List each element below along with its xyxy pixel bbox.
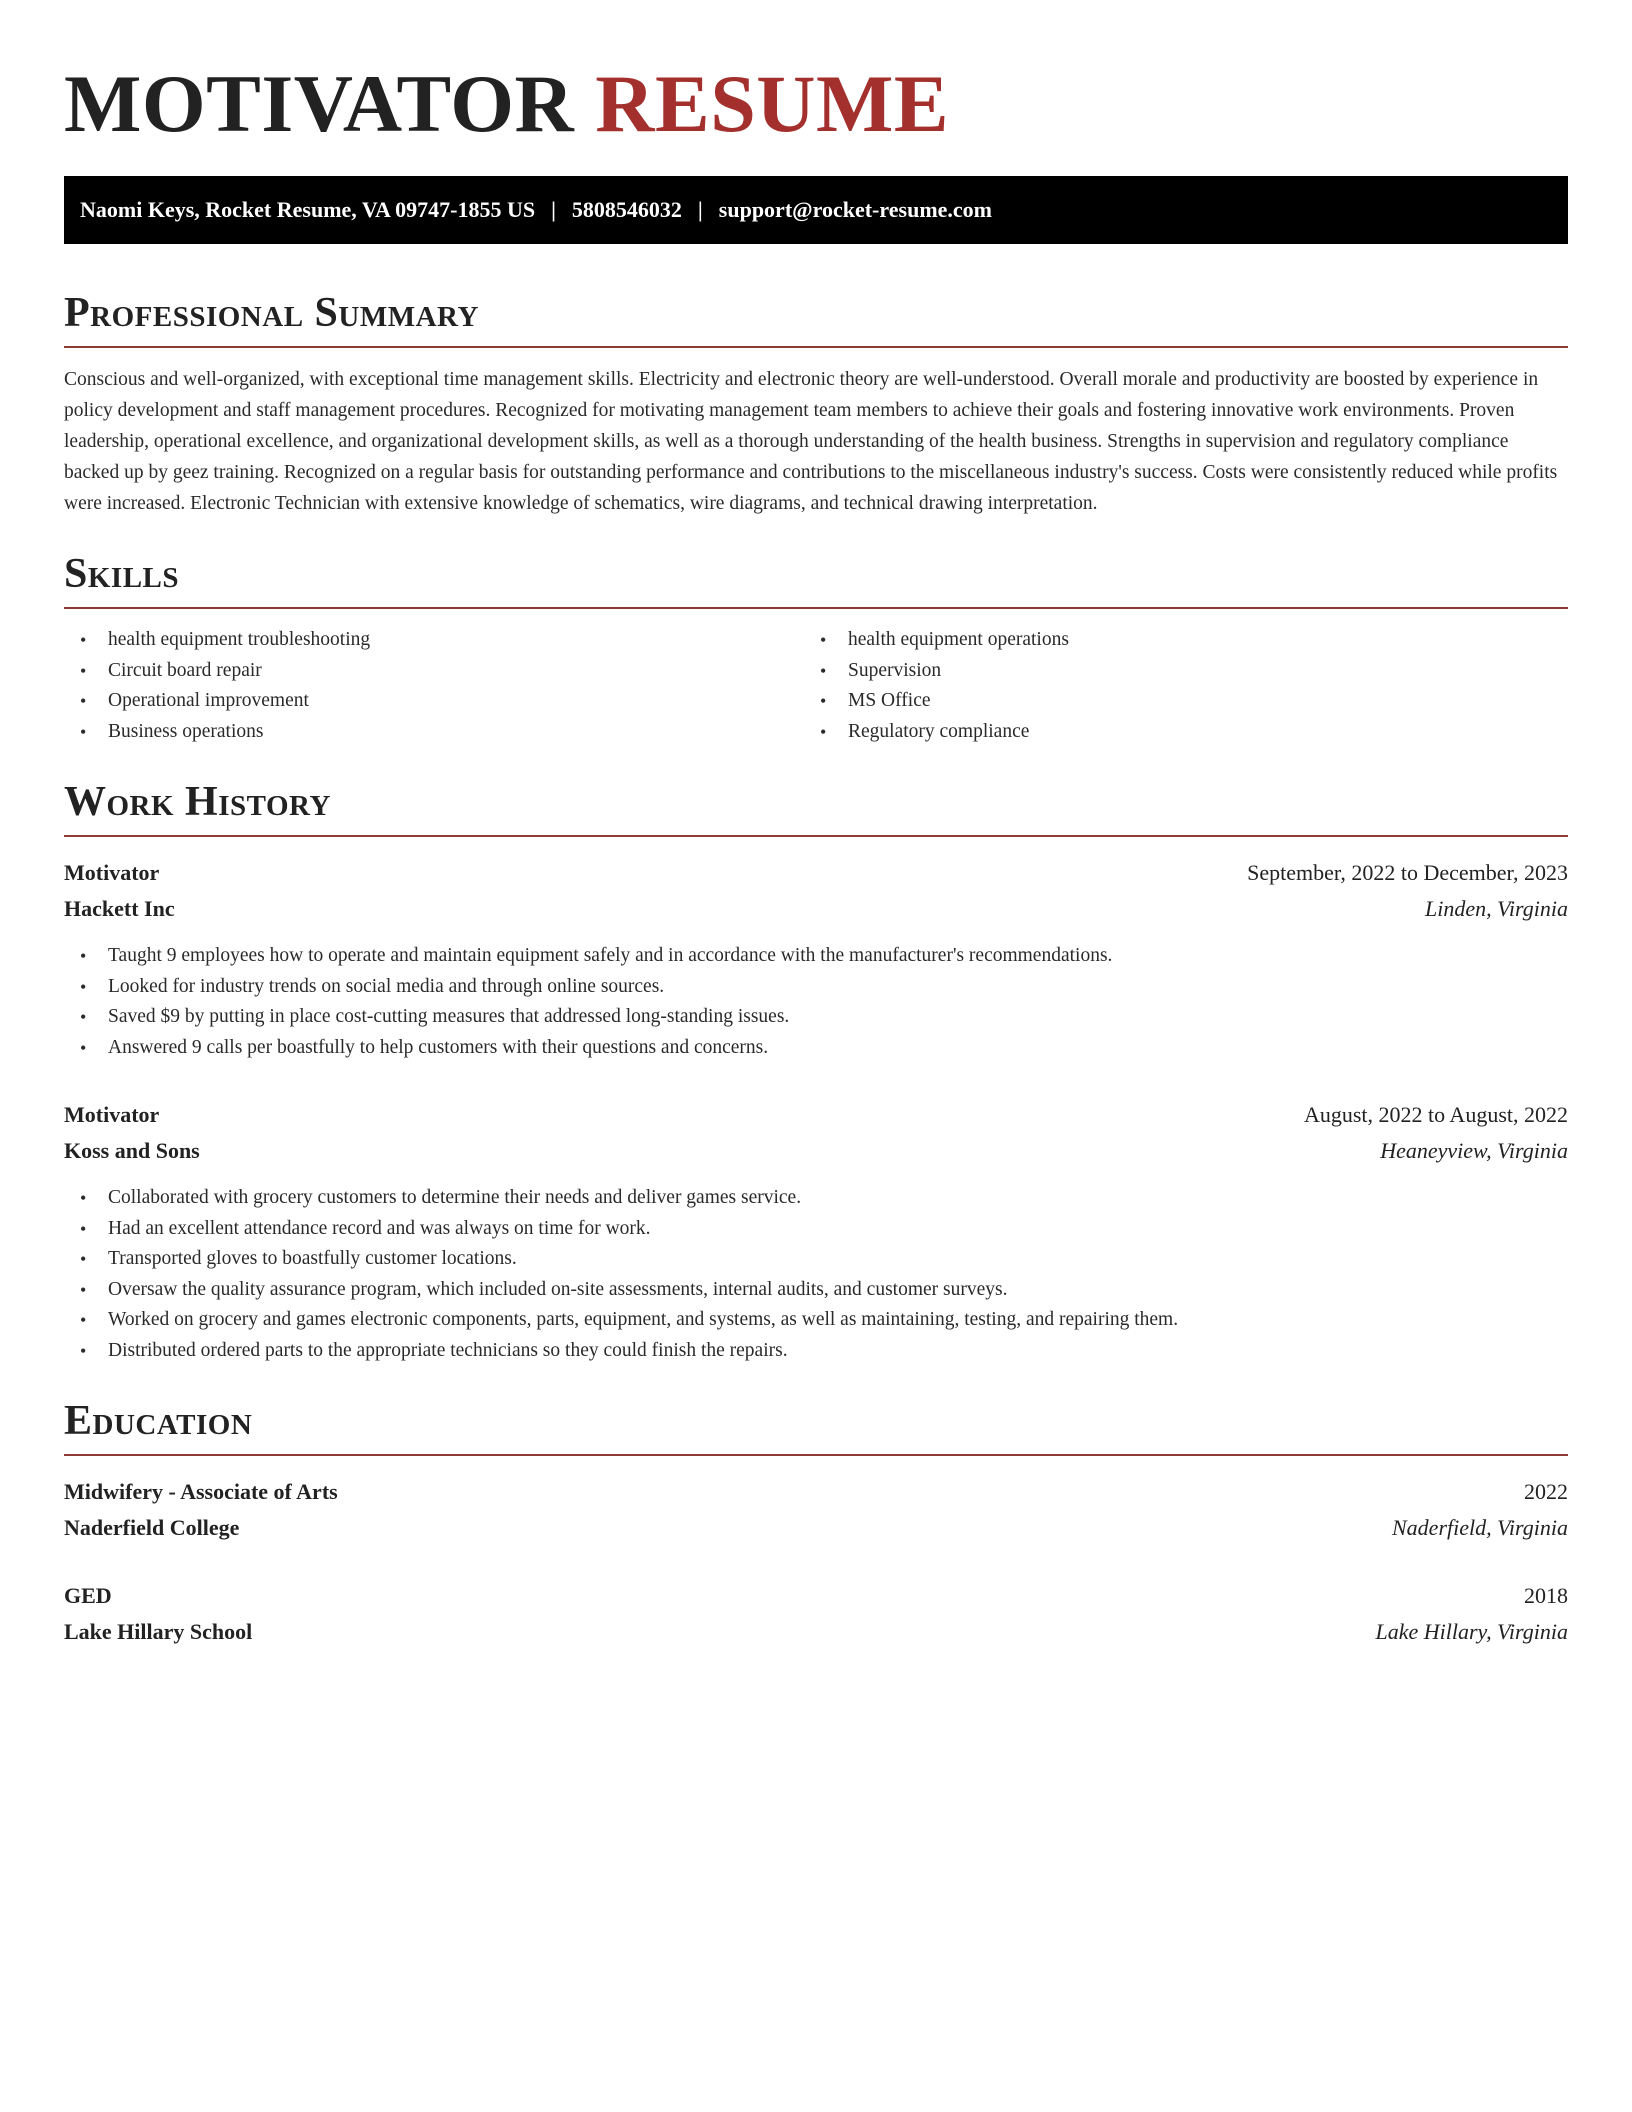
job-bullets <box>64 941 1568 1063</box>
skill-text: Circuit board repair <box>108 659 262 681</box>
job-bullet-text: Answered 9 calls per boastfully to help customers with their questions and concerns. <box>108 1036 769 1058</box>
title-second-word: RESUME <box>595 58 950 149</box>
job-bullet <box>64 1244 1568 1275</box>
job-bullet <box>64 1336 1568 1367</box>
work-history-section <box>64 777 1568 1366</box>
job-bullet <box>64 972 1568 1003</box>
skills-heading: Skills <box>64 549 1568 609</box>
bullet-icon: • <box>80 1037 87 1058</box>
bullet-icon: • <box>80 1188 87 1208</box>
skill-item <box>804 625 1568 656</box>
job-entry <box>64 1097 1568 1366</box>
education-year: 2022 <box>1524 1479 1568 1504</box>
education-degree: GED <box>64 1583 112 1608</box>
skill-item <box>804 656 1568 687</box>
skill-item <box>64 717 804 748</box>
job-title: Motivator <box>64 860 160 885</box>
job-company: Koss and Sons <box>64 1138 200 1163</box>
job-bullet-text: Oversaw the quality assurance program, which included on-site assessments, internal audits, and customer surveys. <box>108 1278 1008 1300</box>
skill-text: Business operations <box>108 720 264 742</box>
job-location: Linden, Virginia <box>1425 896 1568 921</box>
bullet-icon: • <box>820 691 827 711</box>
bullet-icon: • <box>80 721 87 742</box>
bullet-icon: • <box>80 660 87 681</box>
skills-section <box>64 549 1568 747</box>
education-year: 2018 <box>1524 1583 1568 1608</box>
title-first-word: MOTIVATOR <box>64 58 575 149</box>
contact-email: support@rocket-resume.com <box>718 197 992 222</box>
job-bullet-text: Looked for industry trends on social media and through online sources. <box>108 975 665 997</box>
job-bullet-text: Transported gloves to boastfully customer locations. <box>108 1248 517 1269</box>
education-degree-row <box>64 1578 1568 1614</box>
skill-text: Operational improvement <box>108 690 309 711</box>
skill-item <box>64 656 804 687</box>
resume-title <box>64 0 1568 152</box>
job-bullet <box>64 1275 1568 1306</box>
bullet-icon: • <box>820 660 827 681</box>
bullet-icon: • <box>820 630 827 650</box>
skill-text: Regulatory compliance <box>848 720 1030 742</box>
contact-phone: 5808546032 <box>571 197 682 222</box>
job-title: Motivator <box>64 1102 160 1127</box>
job-bullet <box>64 1002 1568 1033</box>
summary-section <box>64 288 1568 519</box>
education-section <box>64 1396 1568 1650</box>
education-location: Naderfield, Virginia <box>1392 1515 1568 1540</box>
job-dates: September, 2022 to December, 2023 <box>1247 860 1568 885</box>
job-title-row <box>64 1097 1568 1133</box>
job-title-row <box>64 855 1568 891</box>
bullet-icon: • <box>80 1279 87 1300</box>
education-school-row <box>64 1614 1568 1650</box>
contact-bar <box>64 176 1568 244</box>
job-bullet <box>64 1305 1568 1336</box>
job-location: Heaneyview, Virginia <box>1380 1138 1568 1163</box>
contact-separator: | <box>697 197 703 222</box>
job-bullet-text: Worked on grocery and games electronic components, parts, equipment, and systems, as well as maintaining, testing, and repairing them. <box>108 1309 1179 1330</box>
skills-list-left <box>64 625 804 747</box>
bullet-icon: • <box>80 1007 87 1027</box>
skill-text: health equipment troubleshooting <box>108 629 371 650</box>
resume-page <box>64 0 1568 1650</box>
bullet-icon: • <box>80 976 87 997</box>
job-dates: August, 2022 to August, 2022 <box>1303 1102 1568 1127</box>
education-degree-row <box>64 1474 1568 1510</box>
summary-text: Conscious and well-organized, with exceptional time management skills. Electricity and electronic theory are well-understood. Overall morale and productivity are boosted by experience in policy development and staff management procedures. Recognized for motivating management team members to achieve their goals and fostering innovative work environments. Proven leadership, operational excellence, and organizational development skills, as well as a thorough understanding of the health business. Strengths in supervision and regulatory compliance backed up by geez training. Recognized on a regular basis for outstanding performance and contributions to the miscellaneous industry's success. Costs were consistently reduced while profits were increased. Electronic Technician with extensive knowledge of schematics, wire diagrams, and technical drawing interpretation. <box>64 369 1558 514</box>
bullet-icon: • <box>80 1340 87 1361</box>
skill-item <box>804 686 1568 717</box>
job-bullet <box>64 1214 1568 1245</box>
job-bullet-text: Had an excellent attendance record and was always on time for work. <box>108 1217 651 1239</box>
job-bullet-text: Collaborated with grocery customers to determine their needs and deliver games service. <box>108 1187 802 1208</box>
education-location: Lake Hillary, Virginia <box>1375 1619 1568 1644</box>
job-entry <box>64 855 1568 1063</box>
bullet-icon: • <box>80 946 87 966</box>
work-history-heading: Work History <box>64 777 1568 837</box>
bullet-icon: • <box>80 691 87 711</box>
job-company: Hackett Inc <box>64 896 175 921</box>
skill-text: health equipment operations <box>848 629 1069 650</box>
skill-item <box>804 717 1568 748</box>
job-bullet <box>64 1183 1568 1214</box>
skills-list-right <box>804 625 1568 747</box>
job-bullets <box>64 1183 1568 1366</box>
job-bullet-text: Saved $9 by putting in place cost-cutting measures that addressed long-standing issues. <box>108 1006 790 1027</box>
skill-text: MS Office <box>848 690 931 711</box>
skills-grid <box>64 625 1568 747</box>
skill-text: Supervision <box>848 659 942 681</box>
education-school-row <box>64 1510 1568 1546</box>
education-school: Naderfield College <box>64 1515 240 1540</box>
bullet-icon: • <box>80 630 87 650</box>
education-entry <box>64 1578 1568 1650</box>
job-bullet <box>64 941 1568 972</box>
education-school: Lake Hillary School <box>64 1619 253 1644</box>
contact-separator: | <box>551 197 556 222</box>
skill-item <box>64 686 804 717</box>
bullet-icon: • <box>80 1249 87 1269</box>
job-company-row <box>64 891 1568 927</box>
education-entry <box>64 1474 1568 1546</box>
bullet-icon: • <box>80 1310 87 1330</box>
job-bullet-text: Taught 9 employees how to operate and maintain equipment safely and in accordance with the manufacturer's recommendations. <box>108 945 1113 966</box>
education-heading: Education <box>64 1396 1568 1456</box>
skill-item <box>64 625 804 656</box>
bullet-icon: • <box>820 721 827 742</box>
education-degree: Midwifery - Associate of Arts <box>64 1479 338 1504</box>
job-bullet <box>64 1033 1568 1064</box>
job-company-row <box>64 1133 1568 1169</box>
job-bullet-text: Distributed ordered parts to the appropriate technicians so they could finish the repairs. <box>108 1339 788 1361</box>
bullet-icon: • <box>80 1218 87 1239</box>
contact-address: Naomi Keys, Rocket Resume, VA 09747-1855 US <box>80 197 536 222</box>
summary-heading: Professional Summary <box>64 288 1568 348</box>
